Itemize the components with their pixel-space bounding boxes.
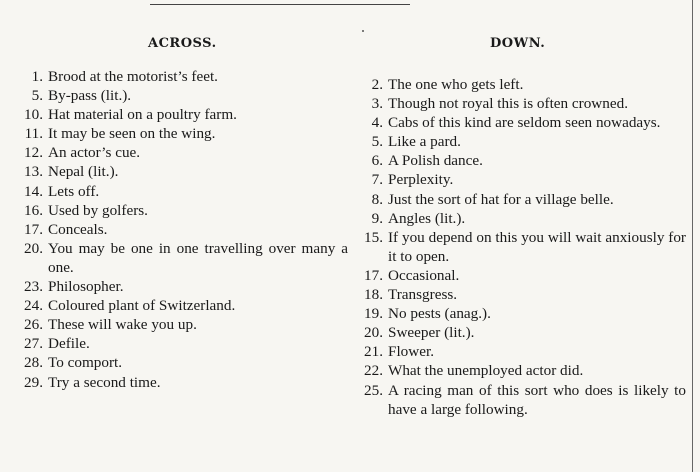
- clue-text: By-pass (lit.).: [48, 87, 132, 105]
- clue-number: 3.: [371, 95, 383, 113]
- across-clue-11: [18, 124, 348, 143]
- down-clue-9: [358, 209, 686, 228]
- clue-number: 20.: [24, 239, 43, 257]
- down-clue-3: [358, 94, 686, 113]
- across-clue-12: [18, 143, 348, 162]
- across-clue-1: [18, 67, 348, 86]
- clue-number: 28.: [24, 354, 43, 372]
- clue-text: It may be seen on the wing.: [48, 125, 216, 143]
- down-clue-6: [358, 151, 686, 170]
- clue-number: 17.: [24, 220, 43, 238]
- clue-number: 23.: [24, 278, 43, 296]
- clue-text: Though not royal this is often crowned.: [388, 95, 629, 113]
- clue-text: Brood at the motorist’s feet.: [48, 68, 218, 85]
- across-clue-27: [18, 334, 348, 353]
- across-clue-list: [18, 67, 348, 392]
- clue-number: 29.: [24, 373, 43, 391]
- clue-text: Coloured plant of Switzerland.: [48, 297, 236, 315]
- clue-number: 24.: [24, 297, 43, 315]
- clue-text: No pests (anag.).: [388, 305, 491, 323]
- clue-text: Flower.: [388, 343, 434, 361]
- clue-text: Sweeper (lit.).: [388, 324, 475, 342]
- clue-number: 27.: [24, 335, 43, 353]
- down-clue-25: [358, 381, 686, 419]
- across-clue-28: [18, 353, 348, 372]
- clue-number: 18.: [364, 286, 383, 304]
- clue-number: 21.: [364, 343, 383, 361]
- across-clue-14: [18, 182, 348, 201]
- clue-text: Perplexity.: [388, 171, 454, 189]
- clue-number: 5.: [31, 87, 43, 105]
- across-clue-26: [18, 315, 348, 334]
- clue-number: 17.: [364, 266, 383, 284]
- across-heading: ACROSS.: [148, 36, 217, 51]
- across-clue-10: [18, 105, 348, 124]
- across-clue-17: [18, 220, 348, 239]
- down-clue-list: [358, 75, 686, 419]
- clue-text: Used by golfers.: [48, 201, 148, 219]
- clue-text: Defile.: [48, 335, 90, 353]
- clue-number: 15.: [364, 228, 383, 246]
- clue-text: An actor’s cue.: [48, 144, 141, 162]
- clue-number: 7.: [371, 171, 383, 189]
- down-clue-19: [358, 304, 686, 323]
- down-clue-15: [358, 228, 686, 266]
- down-clue-20: [358, 323, 686, 342]
- clue-text: Conceals.: [48, 220, 108, 238]
- down-clue-5: [358, 132, 686, 151]
- clue-number: 10.: [24, 106, 43, 124]
- print-speck: [362, 30, 364, 32]
- clue-number: 9.: [371, 209, 383, 227]
- clue-text: Try a second time.: [48, 373, 161, 391]
- across-clue-16: [18, 201, 348, 220]
- across-clue-29: [18, 373, 348, 392]
- clue-number: 2.: [371, 76, 383, 93]
- clue-text: Philosopher.: [48, 278, 124, 296]
- clue-number: 4.: [371, 114, 383, 132]
- down-clue-17: [358, 266, 686, 285]
- down-clue-2: [358, 75, 686, 94]
- clue-text: Just the sort of hat for a village belle.: [388, 190, 614, 208]
- clue-text: These will wake you up.: [48, 316, 197, 334]
- clue-number: 16.: [24, 201, 43, 219]
- across-clue-20: [18, 239, 348, 277]
- down-clue-22: [358, 361, 686, 380]
- clue-text: Angles (lit.).: [388, 209, 466, 227]
- clue-text: A racing man of this sort who does is likely to have a large following.: [388, 381, 686, 418]
- across-clue-5: [18, 86, 348, 105]
- clue-text: Lets off.: [48, 182, 100, 200]
- clue-number: 8.: [371, 190, 383, 208]
- clue-number: 5.: [371, 133, 383, 151]
- down-clue-7: [358, 170, 686, 189]
- clue-number: 25.: [364, 381, 383, 399]
- clue-number: 14.: [24, 182, 43, 200]
- clue-text: Nepal (lit.).: [48, 163, 119, 181]
- clue-text: Cabs of this kind are seldom seen nowadays.: [388, 114, 661, 132]
- clue-text: The one who gets left.: [388, 76, 524, 93]
- top-rule: [150, 4, 410, 5]
- clue-text: What the unemployed actor did.: [388, 362, 584, 380]
- clue-number: 1.: [31, 68, 43, 85]
- down-clue-21: [358, 342, 686, 361]
- clue-text: You may be one in one travelling over many a one.: [48, 239, 348, 276]
- across-clue-23: [18, 277, 348, 296]
- clue-text: To comport.: [48, 354, 123, 372]
- clue-number: 12.: [24, 144, 43, 162]
- down-clue-18: [358, 285, 686, 304]
- clue-text: A Polish dance.: [388, 152, 483, 170]
- across-clue-24: [18, 296, 348, 315]
- clue-number: 22.: [364, 362, 383, 380]
- clue-text: Hat material on a poultry farm.: [48, 106, 237, 124]
- clue-text: Transgress.: [388, 286, 458, 304]
- down-clue-8: [358, 190, 686, 209]
- clue-text: Like a pard.: [388, 133, 461, 151]
- clue-number: 11.: [24, 125, 43, 143]
- clue-number: 13.: [24, 163, 43, 181]
- clue-number: 20.: [364, 324, 383, 342]
- across-clue-13: [18, 162, 348, 181]
- clue-text: If you depend on this you will wait anxiously for it to open.: [388, 228, 686, 265]
- clue-number: 19.: [364, 305, 383, 323]
- down-heading: DOWN.: [490, 36, 546, 51]
- clue-number: 6.: [371, 152, 383, 170]
- clue-text: Occasional.: [388, 266, 460, 284]
- down-clue-4: [358, 113, 686, 132]
- clue-number: 26.: [24, 316, 43, 334]
- column-rule: [692, 0, 693, 472]
